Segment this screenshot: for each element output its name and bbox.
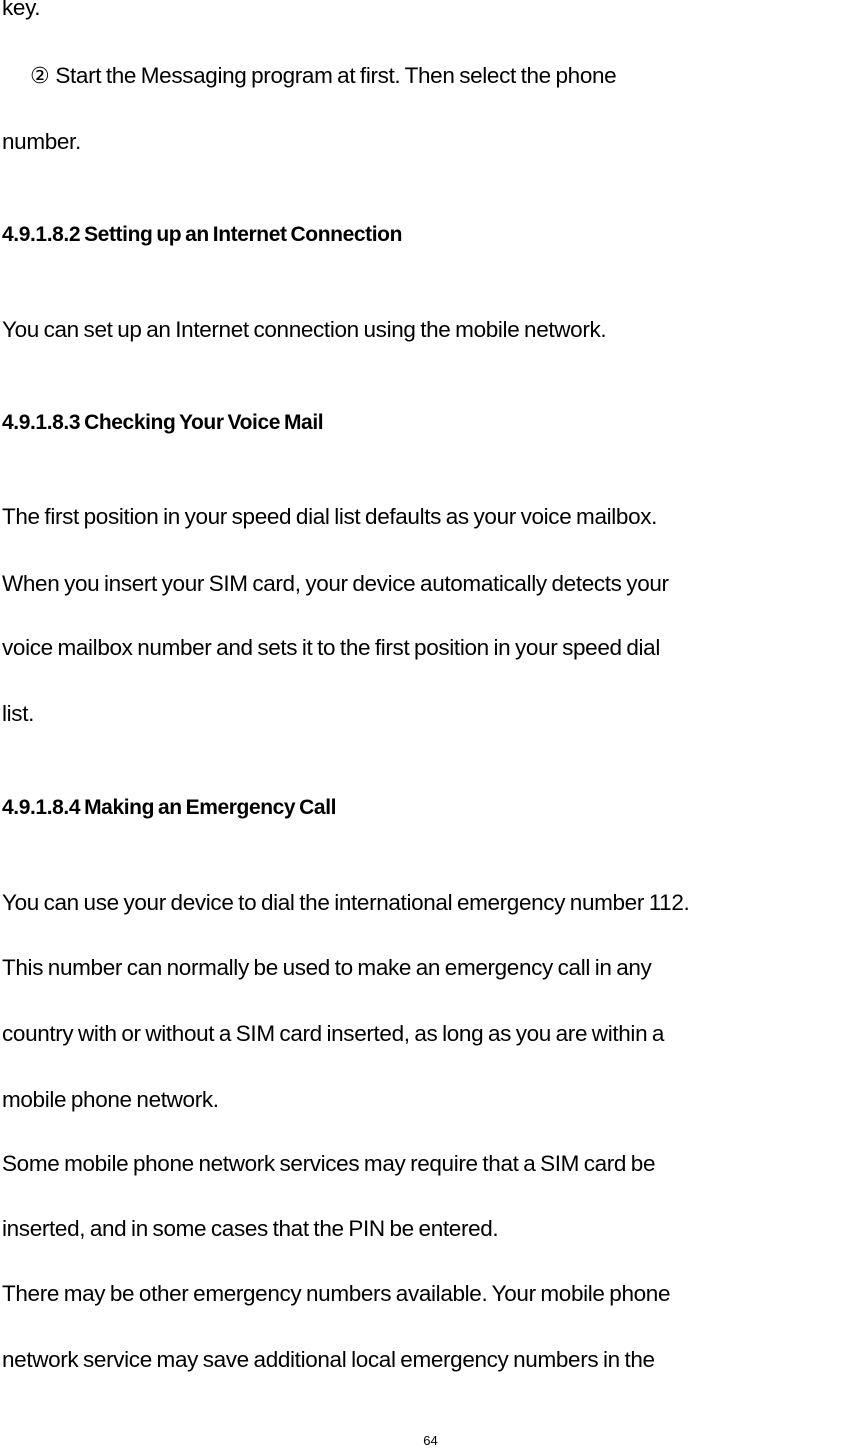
text-line: voice mailbox number and sets it to the first position in your speed dial: [2, 635, 660, 660]
text-line: When you insert your SIM card, your device automatically detects your: [2, 571, 669, 596]
text-line: list.: [2, 701, 35, 726]
step-marker: ②: [30, 64, 50, 89]
section-heading: 4.9.1.8.3 Checking Your Voice Mail: [2, 411, 324, 434]
text-line: key.: [2, 0, 41, 20]
text-line: There may be other emergency numbers available. Your mobile phone: [2, 1281, 671, 1306]
page-number: 64: [423, 1433, 438, 1448]
text-line: country with or without a SIM card inserted, as long as you are within a: [2, 1021, 665, 1046]
text-line: number.: [2, 129, 81, 154]
section-heading: 4.9.1.8.4 Making an Emergency Call: [2, 796, 337, 819]
text-line: You can use your device to dial the international emergency number 112.: [2, 890, 690, 915]
step-line: [30, 62, 616, 91]
text-line: This number can normally be used to make an emergency call in any: [2, 955, 652, 980]
text-line: Start the Messaging program at first. Then select the phone: [55, 63, 617, 88]
text-line: mobile phone network.: [2, 1087, 219, 1112]
section-heading: 4.9.1.8.2 Setting up an Internet Connection: [2, 223, 403, 246]
text-line: inserted, and in some cases that the PIN be entered.: [2, 1216, 499, 1241]
text-line: network service may save additional local emergency numbers in the: [2, 1347, 655, 1372]
text-line: The first position in your speed dial list defaults as your voice mailbox.: [2, 504, 658, 529]
text-line: Some mobile phone network services may require that a SIM card be: [2, 1151, 656, 1176]
text-line: You can set up an Internet connection using the mobile network.: [2, 317, 607, 342]
